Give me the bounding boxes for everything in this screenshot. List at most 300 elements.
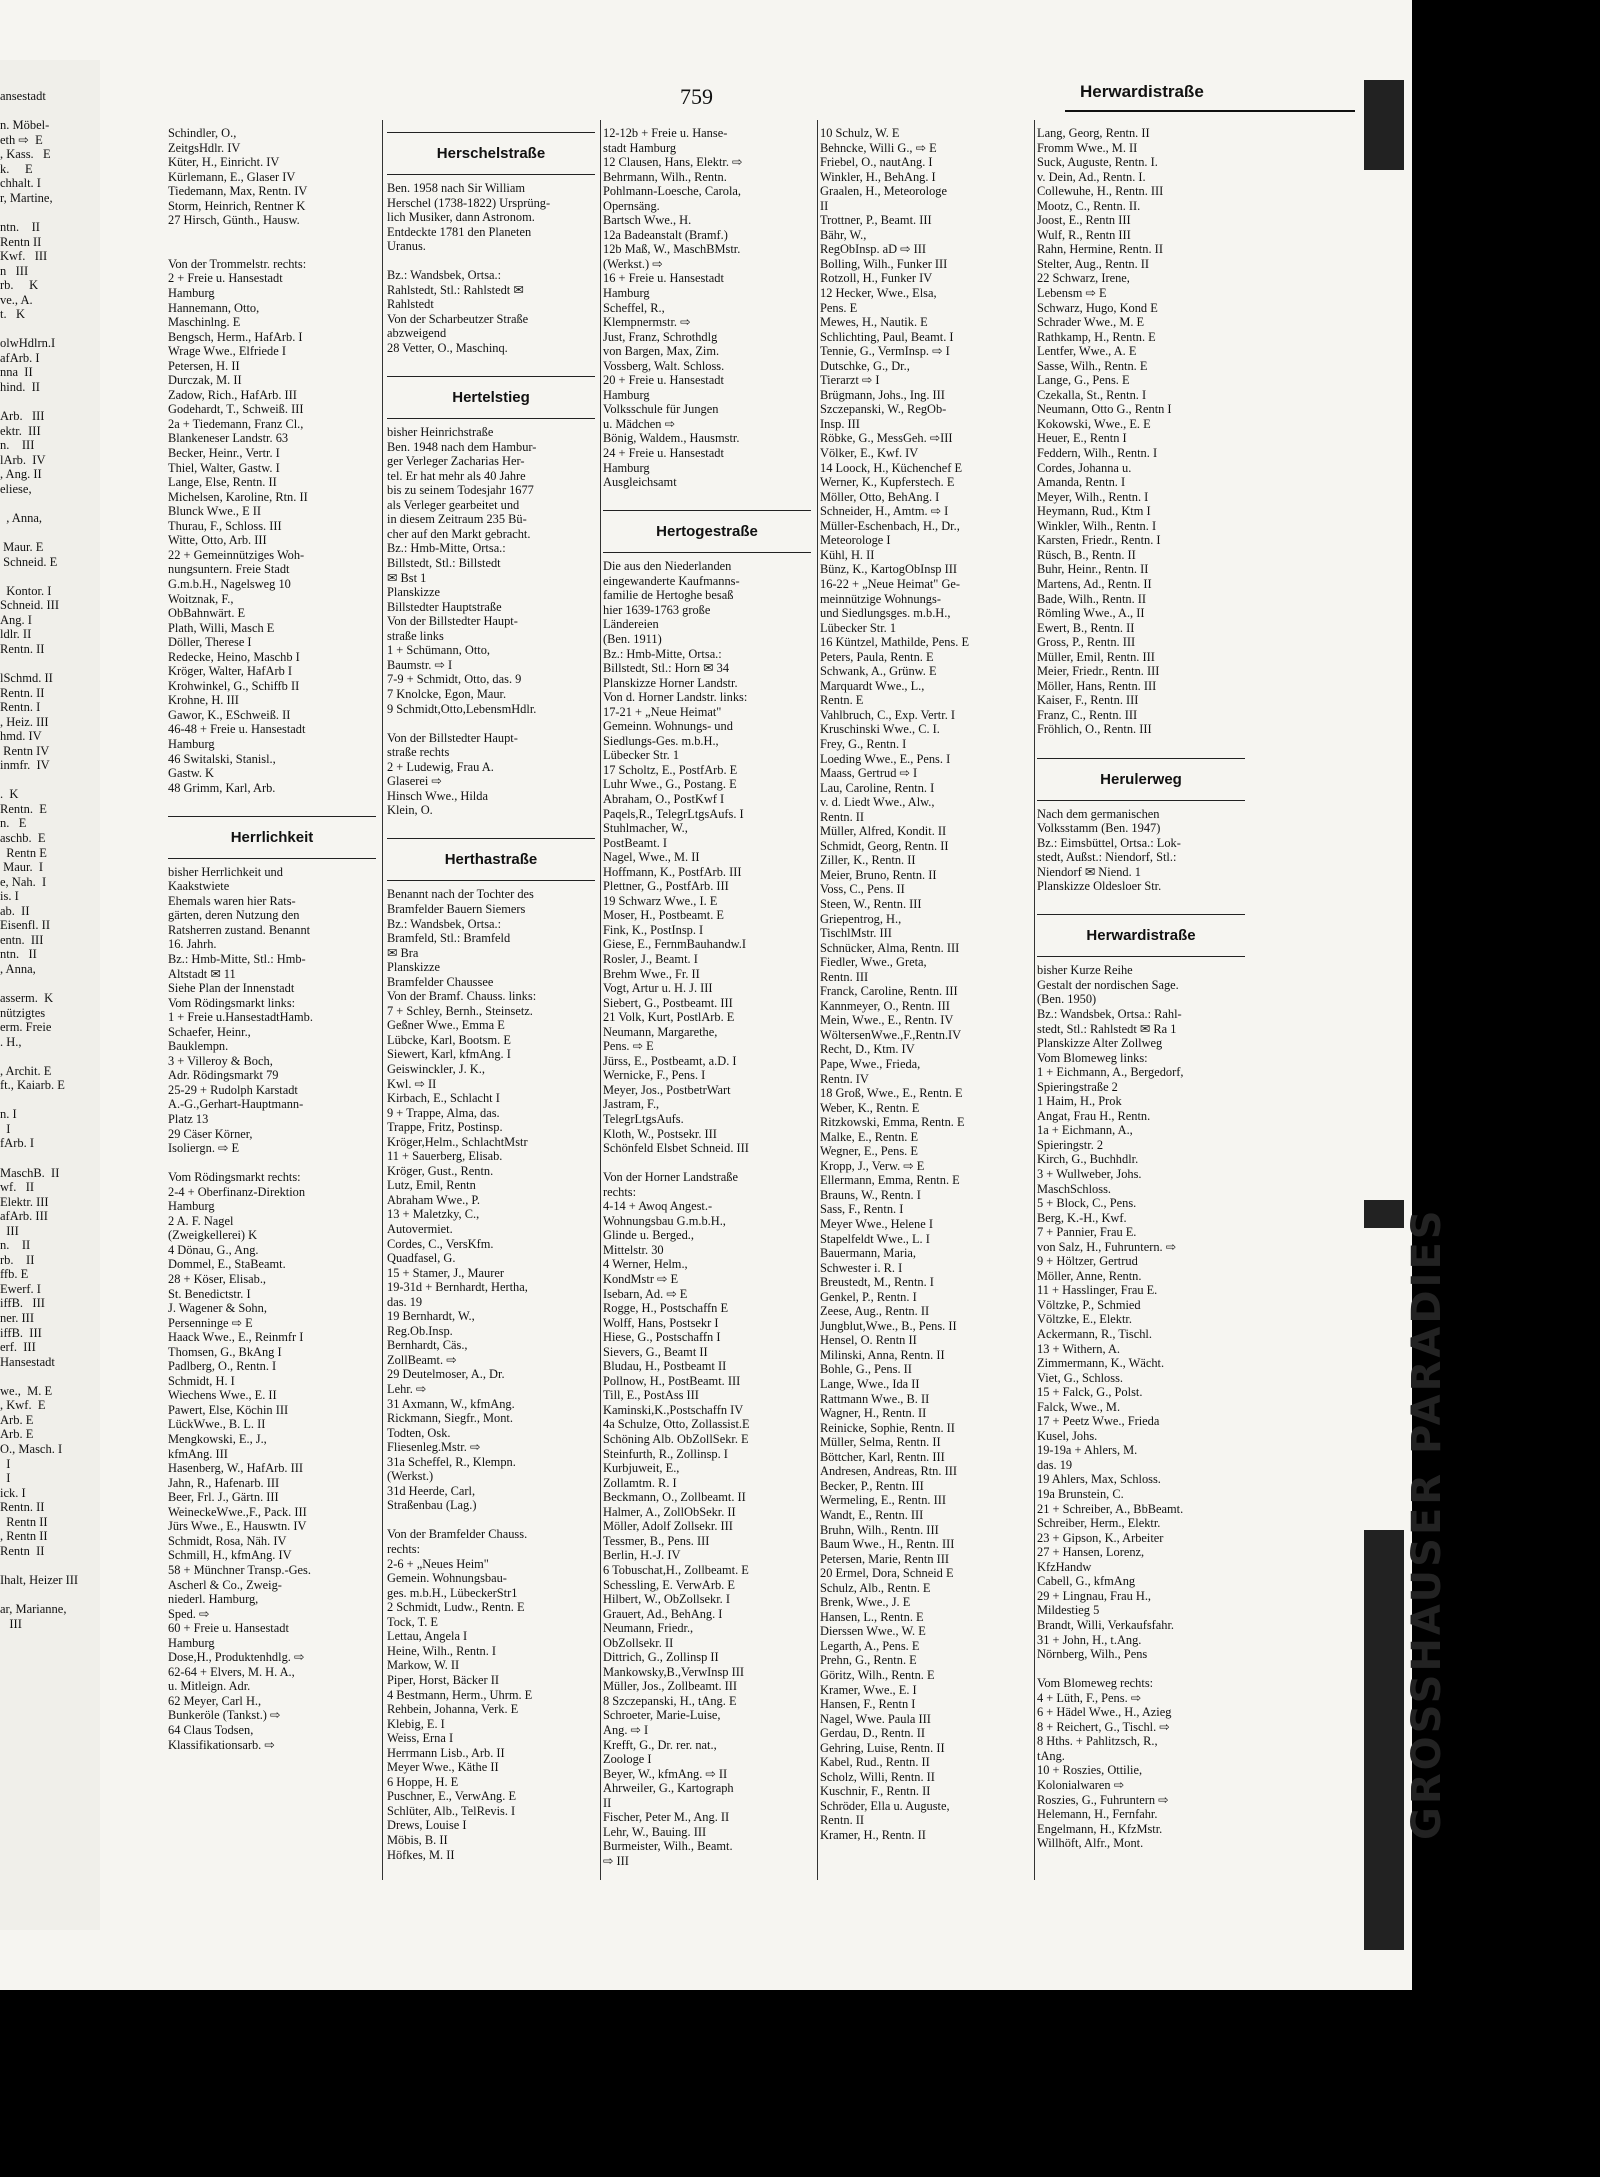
directory-entry: Jürss, E., Postbeamt, a.D. I (603, 1053, 737, 1068)
edge-line: Schneid. III (0, 598, 60, 613)
directory-entry: Wohnungsbau G.m.b.H., (603, 1213, 726, 1228)
directory-entry: Maass, Gertrud ⇨ I (820, 766, 918, 781)
directory-entry: Von der Bramf. Chauss. links: (387, 989, 537, 1004)
directory-entry: ObZollsekr. II (603, 1635, 674, 1650)
edge-line: t. K (0, 307, 25, 322)
directory-entry: RegObInsp. aD ⇨ III (820, 242, 927, 257)
section-rule (168, 858, 376, 859)
directory-entry: Weber, K., Rentn. E (820, 1100, 920, 1115)
directory-entry: 7 + Schley, Bernh., Steinsetz. (387, 1003, 533, 1018)
directory-entry: 6 Hoppe, H. E (387, 1774, 459, 1789)
directory-entry: Bz.: Hmb-Mitte, Stl.: Hmb- (168, 951, 306, 966)
directory-entry: Gawor, K., ESchweiß. II (168, 707, 291, 722)
directory-entry: Nach dem germanischen (1037, 806, 1160, 821)
directory-entry: Martens, Ad., Rentn. II (1037, 576, 1152, 591)
directory-entry: Kröger,Helm., SchlachtMstr (387, 1134, 528, 1149)
directory-entry: Recht, D., Ktm. IV (820, 1042, 915, 1057)
directory-entry: 5 + Block, C., Pens. (1037, 1196, 1137, 1211)
directory-entry: 22 Schwarz, Irene, (1037, 271, 1130, 286)
directory-entry: Ben. 1958 nach Sir William (387, 181, 525, 195)
directory-entry: Schmidt, H. I (168, 1373, 235, 1388)
directory-entry: Karsten, Friedr., Rentn. I (1037, 533, 1161, 548)
directory-entry: Schwank, A., Grünw. E (820, 664, 937, 679)
directory-entry: Spieringstraße 2 (1037, 1079, 1118, 1094)
directory-entry: Römling Wwe., A., II (1037, 606, 1145, 621)
directory-entry: Pohlmann-Loesche, Carola, (603, 184, 741, 199)
directory-entry: Beer, Frl. J., Gärtn. III (168, 1490, 279, 1505)
directory-entry: 1 Haim, H., Prok (1037, 1094, 1122, 1109)
directory-entry: 2-6 + „Neues Heim" (387, 1556, 489, 1571)
directory-entry: Glaserei ⇨ (387, 774, 442, 789)
edge-line: e, Nah. I (0, 874, 47, 889)
directory-entry: Ascherl & Co., Zweig- (168, 1577, 282, 1592)
edge-line (0, 322, 100, 337)
directory-entry: Jungblut,Wwe., B., Pens. II (820, 1318, 957, 1333)
directory-entry: 3 + Villeroy & Boch, (168, 1053, 273, 1068)
directory-entry: Benannt nach der Tochter des (387, 887, 534, 902)
directory-entry: bisher Herrlichkeit und (168, 864, 283, 879)
directory-entry: Wrage Wwe., Elfriede I (168, 344, 286, 359)
directory-entry: 21 Volk, Kurt, PostlArb. E (603, 1010, 735, 1025)
edge-line: ntn. II (0, 220, 40, 235)
directory-entry: 16. Jahrh. (168, 937, 217, 952)
directory-entry: 18 Groß, Wwe., E., Rentn. E (820, 1086, 963, 1101)
directory-entry: Baum Wwe., H., Rentn. III (820, 1537, 955, 1552)
directory-entry: Gehring, Luise, Rentn. II (820, 1740, 945, 1755)
directory-entry: Kirbach, E., Schlacht I (387, 1091, 500, 1106)
directory-entry: Burmeister, Wilh., Beamt. (603, 1839, 733, 1854)
directory-entry: LückWwe., B. L. II (168, 1417, 266, 1432)
edge-line: aschb. E (0, 830, 46, 845)
directory-entry: Mittelstr. 30 (603, 1242, 664, 1257)
section-rule (387, 376, 595, 377)
directory-entry (168, 1156, 376, 1171)
directory-entry: Bauklempn. (168, 1039, 229, 1054)
directory-entry: II (603, 1795, 612, 1810)
directory-entry: 14 Loock, H., Küchenchef E (820, 460, 963, 475)
directory-entry: Von d. Horner Landstr. links: (603, 690, 748, 705)
directory-entry: Godehardt, T., Schweiß. III (168, 402, 304, 417)
directory-entry: Ellermann, Emma, Rentn. E (820, 1173, 960, 1188)
directory-entry: Todten, Osk. (387, 1425, 451, 1440)
column-3 (603, 126, 811, 1868)
directory-entry: 9 + Höltzer, Gertrud (1037, 1254, 1138, 1269)
directory-entry: Buhr, Heinr., Rentn. II (1037, 562, 1149, 577)
directory-entry: Kannmeyer, O., Rentn. III (820, 998, 950, 1013)
directory-entry: Schaefer, Heinr., (168, 1024, 251, 1039)
directory-entry: Schulz, Alb., Rentn. E (820, 1580, 931, 1595)
directory-entry: Schroeter, Marie-Luise, (603, 1708, 721, 1723)
directory-entry: Trottner, P., Beamt. III (820, 213, 932, 228)
directory-entry: Geiswinckler, J. K., (387, 1061, 485, 1076)
directory-entry: 7 Knolcke, Egon, Maur. (387, 686, 507, 701)
directory-entry: 58 + Münchner Transp.-Ges. (168, 1562, 311, 1577)
directory-entry: Breustedt, M., Rentn. I (820, 1275, 934, 1290)
directory-entry: Herschel (1738-1822) Ursprüng- (387, 195, 551, 210)
directory-entry: Feddern, Wilh., Rentn. I (1037, 446, 1158, 461)
directory-entry: Meier, Bruno, Rentn. II (820, 867, 937, 882)
directory-entry: Schneider, H., Amtm. ⇨ I (820, 504, 949, 519)
edge-line: Maur. I (0, 860, 44, 875)
directory-entry: Wiechens Wwe., E. II (168, 1388, 277, 1403)
directory-entry: Rüsch, B., Rentn. II (1037, 547, 1136, 562)
directory-entry: Vossberg, Walt. Schloss. (603, 358, 725, 373)
directory-entry: Just, Franz, Schrothdlg (603, 329, 718, 344)
directory-entry: Schnücker, Alma, Rentn. III (820, 940, 960, 955)
directory-entry: Till, E., PostAss III (603, 1388, 699, 1403)
directory-entry: Schmidt, Georg, Rentn. II (820, 838, 949, 853)
directory-entry: Schindler, O., (168, 126, 237, 140)
directory-entry: stedt, Außst.: Niendorf, Stl.: (1037, 850, 1177, 865)
directory-entry (387, 818, 595, 833)
edge-line: , Archit. E (0, 1063, 52, 1078)
directory-entry: Woitznak, F., (168, 591, 234, 606)
directory-entry: 28 + Köser, Elisab., (168, 1272, 267, 1287)
edge-line: Rentn II (0, 1514, 48, 1529)
directory-entry: TelegrLtgsAufs. (603, 1112, 684, 1126)
directory-entry: Tessmer, B., Pens. III (603, 1533, 710, 1548)
directory-entry: Vom Rödingsmarkt rechts: (168, 1170, 301, 1185)
directory-entry: 62 Meyer, Carl H., (168, 1693, 262, 1708)
directory-entry: als Verleger gearbeitet und (387, 497, 520, 512)
directory-entry: Gestalt der nordischen Sage. (1037, 977, 1179, 992)
directory-entry: Bade, Wilh., Rentn. II (1037, 591, 1147, 606)
directory-entry: Mankowsky,B.,VerwInsp III (603, 1664, 744, 1679)
edge-line: erf. III (0, 1340, 36, 1355)
directory-entry: Schlichting, Paul, Beamt. I (820, 329, 954, 344)
directory-entry: Bähr, W., (820, 227, 867, 242)
edge-line: rb. II (0, 1252, 35, 1267)
directory-entry: KfzHandw (1037, 1559, 1092, 1574)
directory-entry: Rentn. II (820, 809, 865, 824)
directory-entry: Rathkamp, H., Rentn. E (1037, 329, 1156, 344)
directory-entry: Spieringstr. 2 (1037, 1137, 1104, 1152)
directory-entry: J. Wagener & Sohn, (168, 1301, 267, 1316)
edge-line (0, 1587, 100, 1602)
directory-entry: Szczepanski, W., RegOb- (820, 402, 947, 417)
directory-entry: Voss, C., Pens. II (820, 882, 905, 897)
directory-entry: Pawert, Else, Köchin III (168, 1402, 289, 1417)
edge-line: nützigtes (0, 1005, 46, 1020)
edge-line: rb. K (0, 278, 39, 293)
directory-entry: 1 + Schümann, Otto, (387, 643, 491, 658)
column-divider (1034, 120, 1035, 1880)
directory-entry: 17 + Peetz Wwe., Frieda (1037, 1414, 1160, 1429)
directory-entry: Pape, Wwe., Frieda, (820, 1057, 921, 1071)
directory-entry: Vom Blomeweg rechts: (1037, 1676, 1154, 1691)
directory-entry: Lange, Else, Rentn. II (168, 475, 277, 490)
edge-line (0, 1151, 100, 1166)
directory-entry: Wolff, Hans, Postsekr I (603, 1315, 719, 1330)
directory-entry: Hilbert, W., ObZollsekr. I (603, 1592, 730, 1607)
directory-entry: Schrader Wwe., M. E (1037, 315, 1145, 330)
directory-entry: Lutz, Emil, Rentn (387, 1178, 476, 1193)
directory-entry: Rogge, H., Postschaffn E (603, 1301, 729, 1316)
directory-entry: Thiel, Walter, Gastw. I (168, 460, 280, 475)
directory-entry: Rehbein, Johanna, Verk. E (387, 1702, 519, 1717)
directory-entry (387, 716, 595, 731)
directory-entry: Steinfurth, R., Zollinsp. I (603, 1446, 728, 1461)
directory-entry: Fink, K., PostInsp. I (603, 922, 704, 937)
directory-entry: das. 19 (1037, 1457, 1073, 1472)
edge-line (0, 1558, 100, 1573)
directory-entry: Luhr Wwe., G., Postang. E (603, 777, 737, 792)
directory-entry: Franck, Caroline, Rentn. III (820, 984, 958, 999)
directory-entry: Bramfelder Bauern Siemers (387, 901, 526, 916)
directory-entry: Schmidt, Rosa, Näh. IV (168, 1533, 287, 1548)
directory-entry: Engelmann, H., KfzMstr. (1037, 1821, 1163, 1836)
edge-line (0, 656, 100, 671)
directory-entry (1037, 894, 1245, 909)
directory-entry: rechts: (387, 1542, 421, 1557)
directory-entry: 12b Maß, W., MaschBMstr. (603, 242, 741, 257)
directory-entry: Wandt, E., Rentn. III (820, 1507, 924, 1522)
directory-entry: Zimmermann, K., Wächt. (1037, 1356, 1165, 1371)
directory-entry: 2 + Ludewig, Frau A. (387, 759, 494, 774)
edge-line: I (0, 1121, 11, 1136)
directory-entry: straße rechts (387, 745, 450, 760)
page-gutter (100, 0, 162, 1990)
edge-line: MaschB. II (0, 1165, 60, 1180)
directory-entry: Amanda, Rentn. I (1037, 475, 1126, 490)
directory-entry: 31d Heerde, Carl, (387, 1483, 476, 1498)
directory-entry: (Werkst.) (387, 1469, 434, 1484)
directory-entry: Kropp, J., Verw. ⇨ E (820, 1158, 925, 1173)
directory-entry: Rahlstedt (387, 297, 434, 312)
directory-entry: Frey, G., Rentn. I (820, 736, 907, 751)
directory-entry: Rattmann Wwe., B. II (820, 1391, 930, 1406)
directory-entry: Entdeckte 1781 den Planeten (387, 224, 532, 239)
directory-entry: Mootz, C., Rentn. II. (1037, 198, 1141, 213)
directory-entry: Zollamtm. R. I (603, 1475, 677, 1490)
directory-entry: 21 + Schreiber, A., BbBeamt. (1037, 1501, 1184, 1516)
directory-entry: Neumann, Otto G., Rentn I (1037, 402, 1172, 417)
directory-entry: Brauns, W., Rentn. I (820, 1187, 921, 1202)
edge-line (0, 60, 100, 75)
directory-entry: Göritz, Wilh., Rentn. E (820, 1667, 935, 1682)
directory-entry: 19 Ahlers, Max, Schloss. (1037, 1472, 1161, 1487)
directory-entry: Steen, W., Rentn. III (820, 896, 922, 911)
directory-entry: 8 Szczepanski, H., tAng. E (603, 1693, 737, 1708)
directory-entry: Scheffel, R., (603, 300, 665, 315)
directory-entry: tel. Er hat mehr als 40 Jahre (387, 468, 526, 483)
directory-entry: Krohwinkel, G., Schiffb II (168, 678, 300, 693)
directory-entry: Brügmann, Johs., Ing. III (820, 387, 945, 402)
directory-entry: Dittrich, G., Zollinsp II (603, 1650, 719, 1665)
directory-entry: Hamburg (168, 1199, 215, 1214)
directory-entry: Müller, Selma, Rentn. II (820, 1435, 941, 1450)
directory-entry: Bolling, Wilh., Funker III (820, 256, 948, 271)
directory-entry: Von der Trommelstr. rechts: (168, 256, 307, 271)
directory-entry (1037, 737, 1245, 752)
directory-entry: Uranus. (387, 239, 426, 254)
directory-entry: MaschSchloss. (1037, 1181, 1111, 1196)
directory-entry: Meteorologe I (820, 533, 891, 548)
edge-line: fArb. I (0, 1136, 35, 1151)
directory-entry: 22 + Gemeinnütziges Woh- (168, 547, 305, 562)
directory-entry: 2-4 + Oberfinanz-Direktion (168, 1184, 306, 1199)
directory-entry: Schwarz, Hugo, Kond E (1037, 300, 1158, 315)
edge-line: Ang. I (0, 612, 32, 627)
section-rule (168, 816, 376, 817)
directory-entry: Bünz, K., KartogObInsp III (820, 562, 957, 577)
edge-line: erm. Freie (0, 1020, 52, 1035)
section-rule (387, 418, 595, 419)
edge-line: I (0, 1456, 11, 1471)
directory-entry: Röbke, G., MessGeh. ⇨III (820, 431, 953, 446)
directory-entry: Schöning Alb. ObZollSekr. E (603, 1432, 749, 1447)
edge-line: n. E (0, 816, 27, 831)
directory-entry: Kokowski, Wwe., E. E (1037, 416, 1151, 431)
directory-entry: Lange, Wwe., Ida II (820, 1377, 920, 1392)
directory-entry: 19a Brunstein, C. (1037, 1487, 1124, 1502)
edge-line: olwHdlrn.I (0, 336, 56, 351)
directory-entry: 6 + Hädel Wwe., H., Azieg (1037, 1705, 1172, 1720)
edge-line: Arb. E (0, 1412, 34, 1427)
edge-line (0, 205, 100, 220)
edge-line: is. I (0, 889, 19, 904)
directory-entry: Grauert, Ad., BehAng. I (603, 1606, 723, 1621)
directory-entry: Hansen, L., Rentn. E (820, 1609, 924, 1624)
section-rule (387, 174, 595, 175)
edge-line: , Kwf. E (0, 1398, 46, 1413)
directory-entry: Kaminski,K.,Postschaffn IV (603, 1402, 744, 1417)
directory-entry: Hinsch Wwe., Hilda (387, 788, 488, 803)
directory-entry: Hamburg (168, 1635, 215, 1650)
directory-entry: Halmer, A., ZollObSekr. II (603, 1504, 736, 1519)
edge-line: r, Martine, (0, 190, 53, 205)
directory-entry: 27 + Hansen, Lorenz, (1037, 1545, 1145, 1560)
directory-entry: 15 + Stamer, J., Maurer (387, 1265, 504, 1280)
directory-entry: Sievers, G., Beamt II (603, 1344, 708, 1359)
directory-entry: Heuer, E., Rentn I (1037, 431, 1127, 446)
directory-entry: Hamburg (603, 460, 650, 475)
edge-line: Rentn. I (0, 700, 41, 715)
directory-entry: Lübecker Str. 1 (603, 748, 680, 763)
directory-entry: Vom Rödingsmarkt links: (168, 995, 296, 1010)
directory-entry: 4-14 + Awoq Angest.- (603, 1199, 713, 1214)
directory-entry: gärten, deren Nutzung den (168, 908, 300, 923)
directory-entry: Friebel, O., nautAng. I (820, 155, 933, 170)
directory-entry: 6 Tobuschat,H., Zollbeamt. E (603, 1562, 749, 1577)
edge-line: ft., Kaiarb. E (0, 1078, 65, 1093)
directory-entry: Behrmann, Wilh., Rentn. (603, 169, 727, 184)
directory-entry: Gross, P., Rentn. III (1037, 635, 1136, 650)
directory-entry: Abraham, O., PostKwf I (603, 791, 725, 806)
directory-entry (168, 242, 376, 257)
edge-line: ick. I (0, 1485, 26, 1500)
directory-entry: Neumann, Margarethe, (603, 1024, 718, 1039)
directory-entry: Fliesenleg.Mstr. ⇨ (387, 1440, 481, 1455)
directory-entry: Planskizze Oldesloer Str. (1037, 879, 1162, 894)
directory-entry: ⇨ III (603, 1853, 629, 1868)
directory-entry: Mewes, H., Nautik. E (820, 315, 928, 330)
directory-entry: Rentn. E (820, 693, 864, 708)
directory-entry: Insp. III (820, 416, 860, 431)
directory-entry: (Ben. 1911) (603, 631, 662, 646)
directory-entry: Zadow, Rich., HafArb. III (168, 387, 297, 402)
directory-entry: Griepentrog, H., (820, 911, 902, 926)
directory-entry: Tierarzt ⇨ I (820, 373, 880, 388)
directory-entry: 12a Badeanstalt (Bramf.) (603, 227, 728, 242)
directory-entry: Lau, Caroline, Rentn. I (820, 780, 935, 795)
directory-entry: 31 Axmann, W., kfmAng. (387, 1396, 515, 1411)
directory-entry: rechts: (603, 1184, 637, 1199)
directory-entry: Reg.Ob.Insp. (387, 1323, 453, 1338)
directory-entry: stadt Hamburg (603, 140, 677, 155)
directory-entry: Helemann, H., Fernfahr. (1037, 1807, 1158, 1822)
directory-entry: 46 Switalski, Stanisl., (168, 751, 276, 766)
directory-entry: ger Verleger Zacharias Her- (387, 454, 525, 469)
directory-entry (168, 795, 376, 810)
directory-entry: Lange, G., Pens. E (1037, 373, 1130, 388)
directory-entry: Mein, Wwe., E., Rentn. IV (820, 1013, 954, 1028)
directory-entry: Berg, K.-H., Kwf. (1037, 1210, 1127, 1225)
directory-entry: Witte, Otto, Arb. III (168, 533, 267, 548)
directory-entry: Ben. 1948 nach dem Hambur- (387, 439, 537, 454)
directory-entry: Viet, G., Schloss. (1037, 1370, 1123, 1385)
column-divider (382, 120, 383, 1880)
directory-entry: Vahlbruch, C., Exp. Vertr. I (820, 707, 956, 722)
directory-entry: Cordes, Johanna u. (1037, 460, 1132, 475)
column-divider (600, 120, 601, 1880)
section-rule (387, 132, 595, 133)
directory-entry: Tock, T. E (387, 1614, 438, 1629)
directory-entry: Billstedt, Stl.: Billstedt (387, 556, 501, 571)
directory-entry: Geßner Wwe., Emma E (387, 1018, 505, 1033)
directory-entry: Möller, Anne, Rentn. (1037, 1268, 1142, 1283)
directory-entry: hier 1639-1763 große (603, 602, 711, 617)
directory-entry: Höfkes, M. II (387, 1847, 455, 1862)
directory-entry: Hasenberg, W., HafArb. III (168, 1461, 303, 1476)
edge-line: Rentn. II (0, 641, 45, 656)
directory-entry: Bludau, H., Postbeamt II (603, 1359, 727, 1374)
directory-entry: Bunkeröle (Tankst.) ⇨ (168, 1708, 281, 1723)
directory-entry: 29 Deutelmoser, A., Dr. (387, 1367, 505, 1382)
directory-entry: Opernsäng. (603, 198, 660, 213)
directory-entry: lich Musiker, dann Astronom. (387, 210, 535, 225)
edge-line: entn. III (0, 932, 44, 947)
directory-entry: Bz.: Hmb-Mitte, Ortsa.: (603, 646, 722, 661)
directory-entry: 7-9 + Schmidt, Otto, das. 9 (387, 672, 522, 687)
directory-entry: 1 + Freie u.HansestadtHamb. (168, 1010, 313, 1025)
directory-entry: Rentn. III (820, 969, 869, 984)
edge-line: , Anna, (0, 510, 43, 525)
directory-entry: Döller, Therese I (168, 635, 252, 650)
section-rule (603, 552, 811, 553)
directory-entry: WeineckeWwe.,F., Pack. III (168, 1504, 307, 1519)
directory-entry: Mildestieg 5 (1037, 1603, 1100, 1618)
directory-entry: eingewanderte Kaufmanns- (603, 573, 740, 588)
edge-line (0, 773, 100, 788)
directory-entry: Ziller, K., Rentn. II (820, 853, 916, 868)
directory-entry: Rentn. IV (820, 1071, 869, 1086)
directory-entry: 2 + Freie u. Hansestadt (168, 271, 283, 286)
directory-entry: kfmAng. III (168, 1446, 228, 1461)
directory-entry: 10 + Roszies, Ottilie, (1037, 1763, 1143, 1778)
directory-entry: 29 + Lingnau, Frau H., (1037, 1588, 1152, 1603)
directory-entry: bisher Heinrichstraße (387, 425, 494, 440)
street-heading: Herwardistraße (1086, 927, 1196, 945)
directory-entry: 9 Schmidt,Otto,LebensmHdlr. (387, 701, 537, 716)
directory-entry: Meyer Wwe., Käthe II (387, 1760, 499, 1775)
directory-entry: Sass, F., Rentn. I (820, 1202, 904, 1217)
directory-entry: Lentfer, Wwe., A. E (1037, 344, 1137, 359)
directory-entry: das. 19 (387, 1294, 423, 1309)
directory-entry: stedt, Stl.: Rahlstedt ✉ Ra 1 (1037, 1021, 1177, 1036)
directory-entry: Fröhlich, O., Rentn. III (1037, 722, 1152, 737)
directory-entry: 20 Ermel, Dora, Schneid E (820, 1566, 954, 1581)
